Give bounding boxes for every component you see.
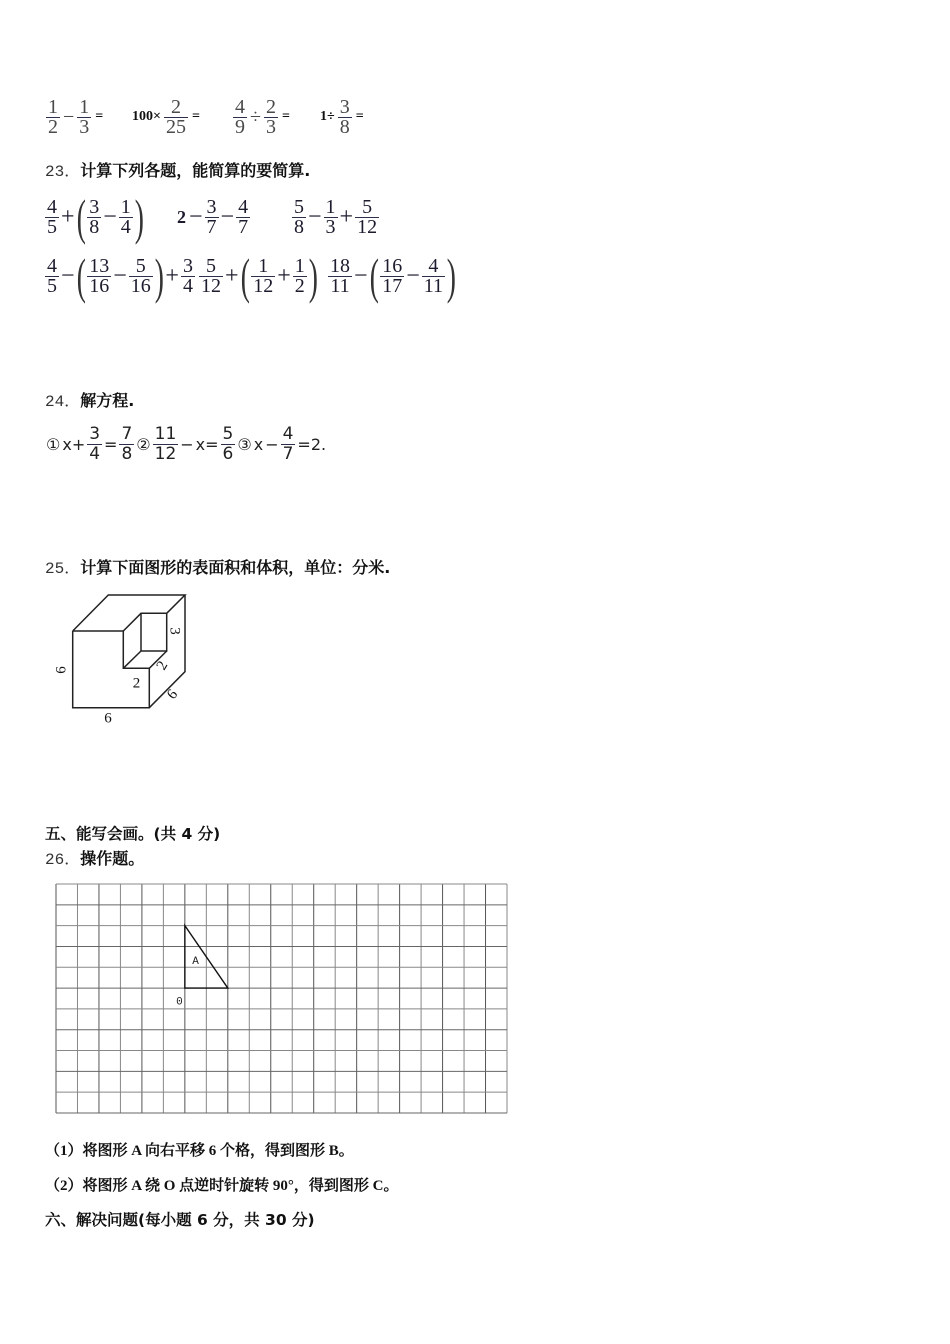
numerator: 13 [89, 254, 110, 277]
text: − [265, 434, 279, 454]
operator: − [63, 105, 75, 128]
fraction [199, 254, 223, 297]
numerator: 7 [121, 423, 133, 444]
numerator: 5 [355, 198, 379, 218]
dimension-label: 3 [166, 627, 183, 635]
operator: = [281, 109, 290, 124]
dimension-label: 6 [53, 666, 70, 674]
parenthesis: ( [76, 189, 86, 245]
numerator: 1 [79, 95, 90, 118]
operator: + [225, 262, 239, 289]
numerator: 18 [330, 254, 350, 277]
fraction [181, 254, 195, 297]
fraction [293, 254, 307, 297]
parenthesis: ( [369, 248, 379, 304]
numerator: 3 [339, 95, 350, 118]
text: 1÷ [320, 109, 335, 124]
numerator: 11 [154, 423, 177, 444]
fraction [119, 195, 133, 238]
denominator: 8 [339, 115, 350, 138]
square-grid [55, 883, 508, 1115]
section-5-title: 五、能写会画。(共 4 分) [45, 825, 221, 843]
text: ② [136, 434, 151, 454]
instruction-translate: （1）将图形 A 向右平移 6 个格，得到图形 B。 [45, 1143, 354, 1159]
question-number: 24． [45, 393, 81, 411]
denominator: 12 [253, 274, 274, 297]
expression [318, 95, 366, 139]
denominator: 2 [48, 115, 58, 138]
fraction [236, 195, 250, 238]
denominator: 25 [165, 115, 186, 138]
fraction [129, 254, 153, 297]
denominator: 7 [206, 215, 217, 238]
numerator: 4 [422, 257, 445, 277]
numerator: 1 [251, 257, 275, 277]
expression [291, 191, 380, 243]
parenthesis: ) [134, 189, 144, 245]
operator: ÷ [250, 105, 261, 128]
expression [198, 250, 318, 302]
operator: + [277, 262, 291, 289]
text: x [253, 434, 264, 454]
operator: − [354, 262, 368, 289]
dimension-label: 6 [104, 710, 112, 727]
dimension-label: 6 [164, 686, 182, 703]
question-25-heading [45, 558, 390, 579]
numerator: 2 [164, 98, 188, 118]
text: x+ [62, 434, 86, 454]
operator: − [61, 262, 75, 289]
denominator: 12 [201, 274, 221, 297]
dimension-label: 2 [153, 658, 172, 673]
operator: − [308, 203, 322, 230]
fraction [87, 425, 102, 464]
numerator: 1 [325, 195, 336, 218]
denominator: 4 [120, 215, 131, 238]
fraction [87, 195, 101, 238]
text: − [180, 434, 194, 454]
expression [44, 250, 196, 302]
operator: = [191, 109, 200, 124]
denominator: 8 [294, 215, 304, 238]
fraction [422, 254, 445, 297]
denominator: 5 [47, 215, 57, 238]
operator: − [103, 203, 117, 230]
fraction [338, 95, 352, 138]
question-text: 解方程. [80, 391, 135, 410]
numerator: 5 [222, 423, 234, 444]
operator: + [165, 262, 179, 289]
denominator: 4 [89, 443, 101, 464]
question-text: 计算下列各题，能简算的要简算. [80, 161, 311, 180]
fraction [46, 95, 60, 138]
fraction [87, 254, 111, 297]
expression [327, 250, 457, 302]
fraction [292, 195, 306, 238]
denominator: 2 [294, 274, 305, 297]
fraction [355, 195, 379, 238]
expression [130, 95, 202, 139]
question-text: 计算下面图形的表面积和体积，单位：分米. [80, 558, 391, 577]
expression [175, 191, 251, 243]
operator: = [95, 109, 104, 124]
expression [45, 95, 105, 139]
point-label-o: 0 [176, 996, 183, 1009]
numerator: 1 [48, 95, 58, 118]
numerator: 4 [47, 195, 57, 218]
dimension-label: 2 [132, 675, 141, 692]
fraction [205, 195, 219, 238]
denominator: 17 [382, 274, 403, 297]
numerator: 5 [129, 257, 153, 277]
question-number: 23． [45, 163, 81, 181]
operator: = [104, 434, 118, 454]
question-text: 操作题。 [80, 849, 145, 868]
numerator: 4 [47, 254, 57, 277]
shape-label-a: A [192, 955, 199, 968]
denominator: 11 [330, 274, 350, 297]
text: 100× [132, 109, 161, 124]
parenthesis: ( [240, 248, 250, 304]
fraction [119, 425, 134, 464]
fraction [164, 95, 188, 138]
question-23-line-1 [0, 191, 950, 243]
fraction [281, 425, 296, 464]
text: x= [195, 434, 219, 454]
section-6-title: 六、解决问题(每小题 6 分，共 30 分) [45, 1211, 315, 1229]
fraction [233, 95, 247, 138]
operator: + [61, 203, 75, 230]
denominator: 11 [423, 274, 444, 297]
oral-calc-row [0, 95, 950, 139]
numerator: 1 [294, 254, 305, 277]
text: ① [46, 434, 61, 454]
cuboid-with-notch-figure [40, 585, 200, 730]
denominator: 8 [89, 215, 100, 238]
question-number: 25． [45, 560, 81, 578]
notch-edge [123, 651, 141, 668]
fraction [45, 254, 59, 297]
numerator: 4 [238, 195, 249, 218]
fraction [45, 195, 59, 238]
question-23-heading [45, 161, 310, 182]
denominator: 4 [182, 274, 193, 297]
expression [44, 191, 144, 243]
equations-row [0, 418, 950, 470]
numerator: 4 [282, 423, 294, 444]
question-number: 26． [45, 851, 81, 869]
fraction [153, 425, 179, 464]
fraction [264, 95, 278, 138]
numerator: 3 [182, 254, 193, 277]
text: ③ [237, 434, 252, 454]
denominator: 12 [357, 215, 378, 238]
fraction [221, 425, 236, 464]
numerator: 3 [89, 195, 100, 218]
denominator: 7 [238, 215, 249, 238]
numerator: 3 [89, 423, 101, 444]
operator: = [355, 109, 364, 124]
instruction-rotate: （2）将图形 A 绕 O 点逆时针旋转 90°，得到图形 C。 [45, 1178, 399, 1194]
text: 2 [177, 206, 186, 227]
denominator: 3 [325, 215, 336, 238]
parenthesis: ) [446, 248, 456, 304]
numerator: 5 [294, 195, 304, 218]
text: =2. [297, 434, 327, 454]
denominator: 3 [79, 115, 90, 138]
denominator: 7 [282, 443, 294, 464]
front-face [73, 631, 150, 708]
numerator: 4 [235, 95, 245, 118]
denominator: 5 [47, 274, 57, 297]
fraction [251, 254, 275, 297]
notch-top [123, 613, 166, 631]
operator: + [339, 203, 354, 230]
fraction [77, 95, 91, 138]
parenthesis: ) [154, 248, 164, 304]
denominator: 6 [222, 443, 234, 464]
denominator: 8 [121, 443, 133, 464]
denominator: 16 [89, 274, 110, 297]
numerator: 2 [265, 95, 276, 118]
fraction [324, 195, 338, 238]
notch-back [141, 613, 167, 651]
numerator: 16 [382, 254, 403, 277]
question-26-heading [45, 849, 144, 870]
equation-list [45, 418, 327, 470]
denominator: 12 [154, 443, 177, 464]
numerator: 1 [120, 195, 131, 218]
operator: − [220, 203, 235, 230]
numerator: 3 [206, 195, 217, 218]
denominator: 3 [265, 115, 276, 138]
expression [232, 95, 292, 139]
parenthesis: ) [308, 248, 318, 304]
fraction [328, 254, 352, 297]
parenthesis: ( [76, 248, 86, 304]
fraction [380, 254, 404, 297]
question-24-heading [45, 391, 134, 412]
operator: − [406, 262, 420, 289]
denominator: 9 [235, 115, 245, 138]
operator: − [113, 262, 127, 289]
numerator: 5 [199, 257, 223, 277]
question-23-line-2 [0, 250, 950, 302]
denominator: 16 [130, 274, 151, 297]
operator: − [189, 203, 203, 230]
